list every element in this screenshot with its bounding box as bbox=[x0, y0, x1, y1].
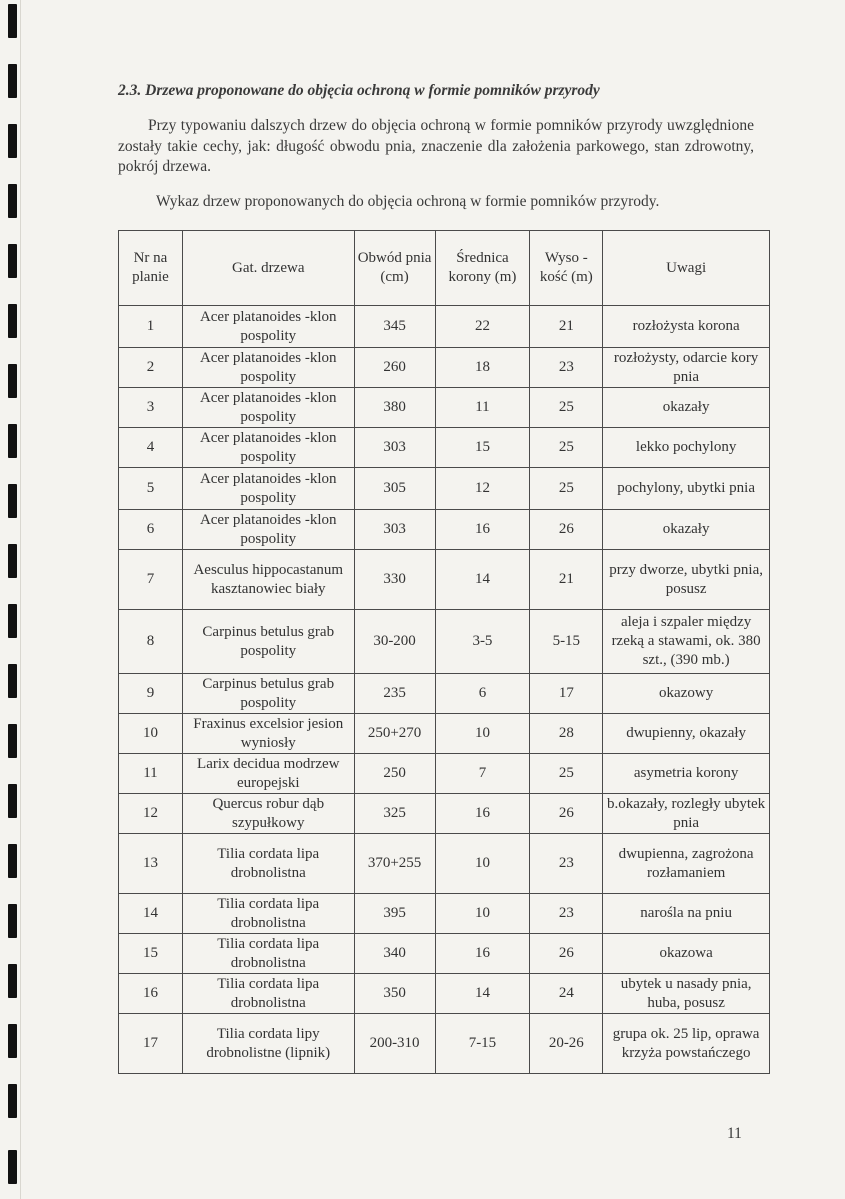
table-row bbox=[119, 974, 770, 1014]
cell-remarks: lekko pochylony bbox=[603, 428, 770, 468]
cell-circumference: 303 bbox=[354, 428, 435, 468]
cell-remarks: b.okazały, rozległy ubytek pnia bbox=[603, 794, 770, 834]
binding-hole bbox=[8, 244, 17, 278]
table-row bbox=[119, 550, 770, 610]
table-row bbox=[119, 934, 770, 974]
cell-nr: 9 bbox=[119, 674, 183, 714]
cell-nr: 7 bbox=[119, 550, 183, 610]
cell-species: Tilia cordata lipy drobnolistne (lipnik) bbox=[182, 1014, 354, 1074]
cell-crown-diameter: 10 bbox=[435, 834, 530, 894]
cell-nr: 2 bbox=[119, 348, 183, 388]
binding-hole bbox=[8, 364, 17, 398]
table-caption: Wykaz drzew proponowanych do objęcia ochroną w formie pomników przyrody. bbox=[156, 193, 660, 210]
cell-nr: 10 bbox=[119, 714, 183, 754]
cell-species: Tilia cordata lipa drobnolistna bbox=[182, 934, 354, 974]
cell-remarks: ubytek u nasady pnia, huba, posusz bbox=[603, 974, 770, 1014]
cell-circumference: 303 bbox=[354, 510, 435, 550]
cell-remarks: aleja i szpaler między rzeką a stawami, ok. 380 szt., (390 mb.) bbox=[603, 610, 770, 674]
cell-nr: 3 bbox=[119, 388, 183, 428]
cell-height: 26 bbox=[530, 510, 603, 550]
cell-nr: 16 bbox=[119, 974, 183, 1014]
cell-height: 23 bbox=[530, 348, 603, 388]
cell-circumference: 250 bbox=[354, 754, 435, 794]
cell-species: Acer platanoides -klon pospolity bbox=[182, 348, 354, 388]
cell-circumference: 200-310 bbox=[354, 1014, 435, 1074]
binding-hole bbox=[8, 1024, 17, 1058]
cell-height: 25 bbox=[530, 388, 603, 428]
cell-circumference: 380 bbox=[354, 388, 435, 428]
cell-species: Aesculus hippocastanum kasztanowiec biały bbox=[182, 550, 354, 610]
header-species: Gat. drzewa bbox=[182, 231, 354, 306]
table-row bbox=[119, 510, 770, 550]
section-heading: 2.3. Drzewa proponowane do objęcia ochroną w formie pomników przyrody bbox=[118, 82, 600, 99]
cell-crown-diameter: 15 bbox=[435, 428, 530, 468]
binding-hole bbox=[8, 604, 17, 638]
cell-height: 21 bbox=[530, 306, 603, 348]
cell-crown-diameter: 14 bbox=[435, 974, 530, 1014]
binding-hole bbox=[8, 964, 17, 998]
cell-crown-diameter: 11 bbox=[435, 388, 530, 428]
binding-hole bbox=[8, 484, 17, 518]
header-circumference: Obwód pnia (cm) bbox=[354, 231, 435, 306]
cell-nr: 13 bbox=[119, 834, 183, 894]
cell-crown-diameter: 3-5 bbox=[435, 610, 530, 674]
cell-height: 23 bbox=[530, 834, 603, 894]
cell-height: 17 bbox=[530, 674, 603, 714]
intro-paragraph: Przy typowaniu dalszych drzew do objęcia ochroną w formie pomników przyrody uwzględnione zostały takie cechy, jak: długość obwodu pnia, znaczenie dla założenia parkowego, stan zdrowotny, pokrój drzewa. bbox=[118, 117, 754, 175]
cell-crown-diameter: 16 bbox=[435, 794, 530, 834]
cell-height: 25 bbox=[530, 468, 603, 510]
cell-nr: 15 bbox=[119, 934, 183, 974]
cell-remarks: narośla na pniu bbox=[603, 894, 770, 934]
cell-nr: 8 bbox=[119, 610, 183, 674]
cell-crown-diameter: 7-15 bbox=[435, 1014, 530, 1074]
cell-remarks: okazowy bbox=[603, 674, 770, 714]
cell-circumference: 340 bbox=[354, 934, 435, 974]
cell-height: 20-26 bbox=[530, 1014, 603, 1074]
binding-hole bbox=[8, 304, 17, 338]
cell-circumference: 260 bbox=[354, 348, 435, 388]
cell-height: 25 bbox=[530, 754, 603, 794]
table-row bbox=[119, 348, 770, 388]
binding-hole bbox=[8, 1084, 17, 1118]
table-row bbox=[119, 610, 770, 674]
cell-nr: 5 bbox=[119, 468, 183, 510]
page-number: 11 bbox=[727, 1125, 742, 1142]
cell-species: Acer platanoides -klon pospolity bbox=[182, 428, 354, 468]
cell-species: Carpinus betulus grab pospolity bbox=[182, 674, 354, 714]
cell-circumference: 325 bbox=[354, 794, 435, 834]
table-row bbox=[119, 834, 770, 894]
cell-circumference: 305 bbox=[354, 468, 435, 510]
cell-crown-diameter: 16 bbox=[435, 934, 530, 974]
cell-species: Fraxinus excelsior jesion wyniosły bbox=[182, 714, 354, 754]
table-row bbox=[119, 306, 770, 348]
cell-circumference: 330 bbox=[354, 550, 435, 610]
table-row bbox=[119, 894, 770, 934]
cell-height: 24 bbox=[530, 974, 603, 1014]
cell-species: Larix decidua modrzew europejski bbox=[182, 754, 354, 794]
cell-remarks: przy dworze, ubytki pnia, posusz bbox=[603, 550, 770, 610]
header-crown-diameter: Średnica korony (m) bbox=[435, 231, 530, 306]
table-row bbox=[119, 754, 770, 794]
table-row bbox=[119, 1014, 770, 1074]
binding-hole bbox=[8, 124, 17, 158]
binding-hole bbox=[8, 64, 17, 98]
cell-nr: 12 bbox=[119, 794, 183, 834]
cell-crown-diameter: 6 bbox=[435, 674, 530, 714]
cell-circumference: 345 bbox=[354, 306, 435, 348]
header-remarks: Uwagi bbox=[603, 231, 770, 306]
cell-crown-diameter: 22 bbox=[435, 306, 530, 348]
binding-hole bbox=[8, 1150, 17, 1184]
cell-species: Tilia cordata lipa drobnolistna bbox=[182, 974, 354, 1014]
cell-crown-diameter: 16 bbox=[435, 510, 530, 550]
cell-nr: 14 bbox=[119, 894, 183, 934]
cell-height: 26 bbox=[530, 934, 603, 974]
table-row bbox=[119, 714, 770, 754]
header-height: Wyso -kość (m) bbox=[530, 231, 603, 306]
cell-species: Quercus robur dąb szypułkowy bbox=[182, 794, 354, 834]
cell-height: 25 bbox=[530, 428, 603, 468]
cell-circumference: 350 bbox=[354, 974, 435, 1014]
cell-nr: 1 bbox=[119, 306, 183, 348]
cell-remarks: dwupienna, zagrożona rozłamaniem bbox=[603, 834, 770, 894]
cell-crown-diameter: 14 bbox=[435, 550, 530, 610]
cell-nr: 6 bbox=[119, 510, 183, 550]
page-edge bbox=[20, 0, 21, 1199]
cell-species: Acer platanoides -klon pospolity bbox=[182, 468, 354, 510]
binding-hole bbox=[8, 844, 17, 878]
cell-circumference: 30-200 bbox=[354, 610, 435, 674]
cell-species: Acer platanoides -klon pospolity bbox=[182, 388, 354, 428]
binding-hole bbox=[8, 904, 17, 938]
binding-strip bbox=[8, 0, 18, 1199]
cell-height: 28 bbox=[530, 714, 603, 754]
binding-hole bbox=[8, 184, 17, 218]
cell-height: 23 bbox=[530, 894, 603, 934]
cell-nr: 17 bbox=[119, 1014, 183, 1074]
binding-hole bbox=[8, 784, 17, 818]
cell-nr: 4 bbox=[119, 428, 183, 468]
table-row bbox=[119, 428, 770, 468]
binding-hole bbox=[8, 424, 17, 458]
cell-species: Tilia cordata lipa drobnolistna bbox=[182, 894, 354, 934]
cell-height: 21 bbox=[530, 550, 603, 610]
cell-circumference: 395 bbox=[354, 894, 435, 934]
binding-hole bbox=[8, 544, 17, 578]
cell-remarks: okazały bbox=[603, 510, 770, 550]
cell-remarks: rozłożysta korona bbox=[603, 306, 770, 348]
table-row bbox=[119, 388, 770, 428]
cell-remarks: asymetria korony bbox=[603, 754, 770, 794]
cell-crown-diameter: 18 bbox=[435, 348, 530, 388]
binding-hole bbox=[8, 4, 17, 38]
binding-hole bbox=[8, 664, 17, 698]
table-row bbox=[119, 468, 770, 510]
cell-crown-diameter: 10 bbox=[435, 894, 530, 934]
cell-nr: 11 bbox=[119, 754, 183, 794]
cell-remarks: grupa ok. 25 lip, oprawa krzyża powstańczego bbox=[603, 1014, 770, 1074]
cell-species: Acer platanoides -klon pospolity bbox=[182, 306, 354, 348]
cell-remarks: okazały bbox=[603, 388, 770, 428]
cell-crown-diameter: 10 bbox=[435, 714, 530, 754]
cell-circumference: 250+270 bbox=[354, 714, 435, 754]
table-row bbox=[119, 674, 770, 714]
cell-species: Acer platanoides -klon pospolity bbox=[182, 510, 354, 550]
cell-height: 5-15 bbox=[530, 610, 603, 674]
binding-hole bbox=[8, 724, 17, 758]
cell-remarks: dwupienny, okazały bbox=[603, 714, 770, 754]
header-nr: Nr na planie bbox=[119, 231, 183, 306]
cell-circumference: 235 bbox=[354, 674, 435, 714]
table-row bbox=[119, 794, 770, 834]
cell-crown-diameter: 12 bbox=[435, 468, 530, 510]
cell-remarks: okazowa bbox=[603, 934, 770, 974]
cell-species: Tilia cordata lipa drobnolistna bbox=[182, 834, 354, 894]
cell-height: 26 bbox=[530, 794, 603, 834]
cell-circumference: 370+255 bbox=[354, 834, 435, 894]
cell-species: Carpinus betulus grab pospolity bbox=[182, 610, 354, 674]
cell-crown-diameter: 7 bbox=[435, 754, 530, 794]
cell-remarks: rozłożysty, odarcie kory pnia bbox=[603, 348, 770, 388]
table-header-row bbox=[119, 231, 770, 306]
trees-table bbox=[118, 230, 770, 1074]
cell-remarks: pochylony, ubytki pnia bbox=[603, 468, 770, 510]
